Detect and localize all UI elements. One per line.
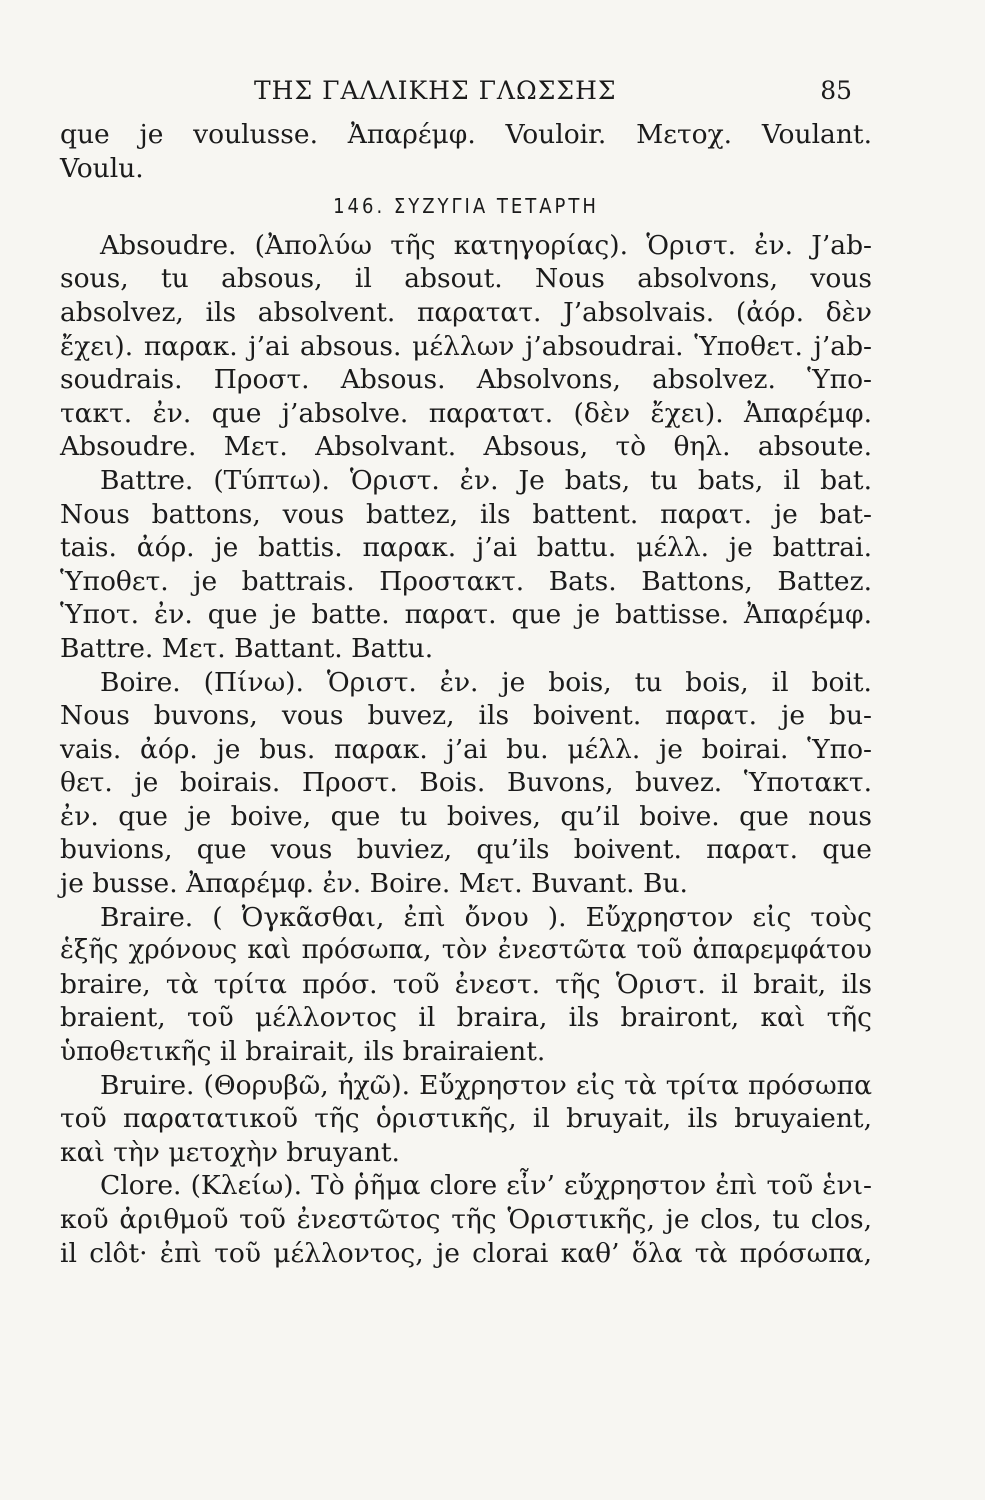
page-number: 85 [820,76,852,105]
text-line: τακτ. ἐν. que j’absolve. παρατατ. (δὲν ἔχει). Ἀπαρέμφ. [60,397,872,429]
text-line: Voulu. [60,152,144,184]
text-line: buvions, que vous buviez, qu’ils boivent. παρατ. que [60,834,872,866]
section-title: 146. ΣΥΖΥΓΙΑ ΤΕΤΑΡΤΗ [333,194,599,219]
text-line: sous, tu absous, il absout. Nous absolvons, vous [60,263,872,295]
text-line: tais. ἀόρ. je battis. παρακ. j’ai battu. μέλλ. je battrai. [60,532,872,564]
page-header [60,76,860,112]
text-line: κοῦ ἀριθμοῦ τοῦ ἐνεστῶτος τῆς Ὁριστικῆς, je clos, tu clos, [60,1204,872,1235]
text-line: braire, τὰ τρίτα πρόσ. τοῦ ἐνεστ. τῆς Ὁριστ. il brait, ils [60,968,872,1000]
text-line: Ὑποτ. ἐν. que je batte. παρατ. que je battisse. Ἀπαρέμφ. [60,599,872,631]
text-line: il clôt· ἐπὶ τοῦ μέλλοντος, je clorai καθ’ ὅλα τὰ πρόσωπα, [60,1237,872,1269]
text-line: soudrais. Προστ. Absous. Absolvons, absolvez. Ὑπο- [60,364,872,396]
entry-braire: Braire. ( Ὀγκᾶσθαι, ἐπὶ ὄνου ). Εὔχρηστον εἰς τοὺς [100,901,872,933]
text-line: ἐν. que je boive, que tu boives, qu’il boive. que nous [60,800,872,832]
entry-absoudre: Absoudre. (Ἀπολύω τῆς κατηγορίας). Ὁριστ. ἐν. J’ab- [100,229,872,261]
text-line: braient, τοῦ μέλλοντος il braira, ils brairont, καὶ τῆς [60,1002,872,1034]
text-line: Ὑποθετ. je battrais. Προστακτ. Bats. Battons, Battez. [60,565,872,597]
entry-battre: Battre. (Τύπτω). Ὁριστ. ἐν. Je bats, tu bats, il bat. [100,464,872,496]
text-line: je busse. Ἀπαρέμφ. ἐν. Boire. Μετ. Buvant. Bu. [60,868,688,900]
text-line: Nous battons, vous battez, ils battent. παρατ. je bat- [60,498,872,530]
page-body [60,118,872,1270]
text-line: θετ. je boirais. Προστ. Bois. Buvons, buvez. Ὑποτακτ. [60,767,872,799]
entry-boire: Boire. (Πίνω). Ὁριστ. ἐν. je bois, tu bois, il boit. [100,666,872,698]
text-line: Battre. Μετ. Battant. Battu. [60,632,434,664]
running-title: ΤΗΣ ΓΑΛΛΙΚΗΣ ΓΛΩΣΣΗΣ [254,76,617,105]
text-line: ὑποθετικῆς il brairait, ils brairaient. [60,1036,546,1068]
text-line: ἑξῆς χρόνους καὶ πρόσωπα, τὸν ἐνεστῶτα τοῦ ἀπαρεμφάτου [60,935,872,966]
entry-bruire: Bruire. (Θορυβῶ, ἠχῶ). Εὔχρηστον εἰς τὰ τρίτα πρόσωπα [100,1069,872,1101]
text-line: que je voulusse. Ἀπαρέμφ. Vouloir. Μετοχ. Voulant. [60,119,872,150]
text-line: absolvez, ils absolvent. παρατατ. J’absolvais. (ἀόρ. δὲν [60,296,872,328]
text-line: καὶ τὴν μετοχὴν bruyant. [60,1136,400,1168]
text-line: Nous buvons, vous buvez, ils boivent. παρατ. je bu- [60,700,872,732]
text-line: τοῦ παρατατικοῦ τῆς ὁριστικῆς, il bruyait, ils bruyaient, [60,1103,872,1135]
entry-clore: Clore. (Κλείω). Τὸ ῥῆμα clore εἶν’ εὔχρηστον ἐπὶ τοῦ ἑνι- [100,1170,872,1202]
text-line: vais. ἀόρ. je bus. παρακ. j’ai bu. μέλλ. je boirai. Ὑπο- [60,733,872,765]
text-line: Absoudre. Μετ. Absolvant. Absous, τὸ θηλ. absoute. [60,431,872,463]
text-line: ἔχει). παρακ. j’ai absous. μέλλων j’absoudrai. Ὑποθετ. j’ab- [60,330,872,362]
